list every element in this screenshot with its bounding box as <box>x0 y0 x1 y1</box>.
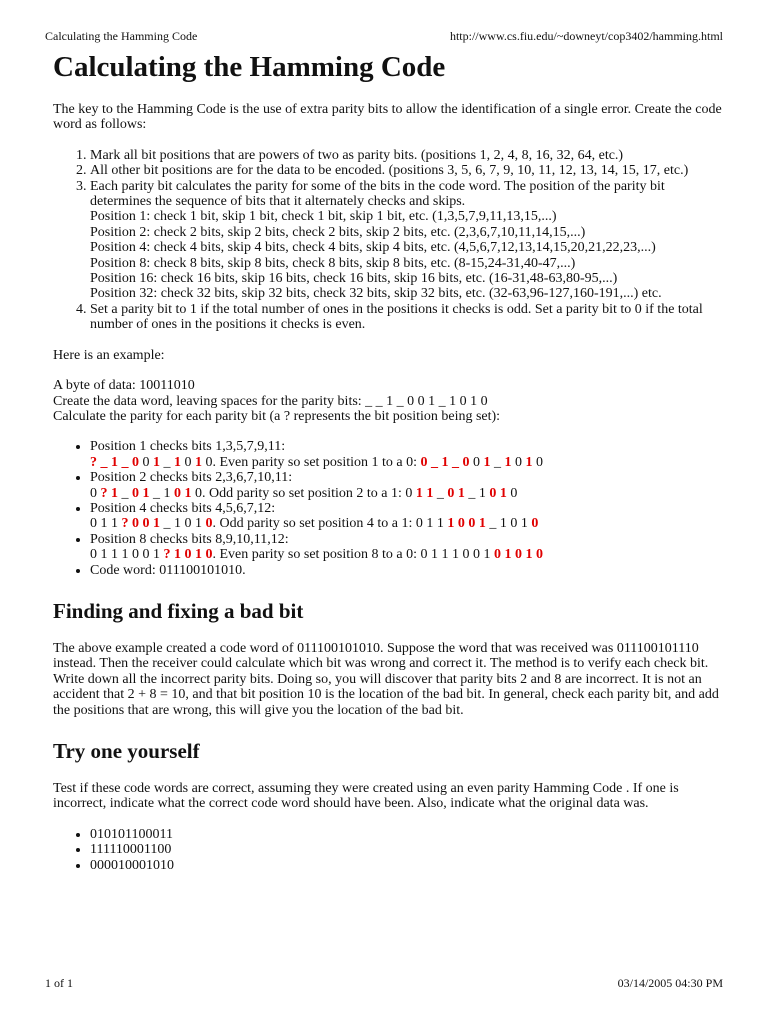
highlighted-bits: 1 <box>195 454 202 470</box>
exercise-list <box>53 827 723 873</box>
bit-text: 0. Odd parity so set position 2 to a 1: 0 <box>191 485 416 501</box>
bit-text: 0 <box>181 454 195 470</box>
step-2: 2. All other bit positions are for the data to be encoded. (positions 3, 5, 6, 7, 9, 10, 11, 12, 13, 14, 15, 17, etc.) <box>90 163 723 178</box>
parity-step-label: Position 4 checks bits 4,5,6,7,12: <box>90 500 276 516</box>
print-header <box>45 29 723 44</box>
bit-text: 0 <box>139 454 153 470</box>
highlighted-bits: 0 1 <box>132 485 150 501</box>
step-1: 1. Mark all bit positions that are powers of two as parity bits. (positions 1, 2, 4, 8, 16, 32, 64, etc.) <box>90 148 723 163</box>
example-intro: Here is an example: <box>53 347 165 363</box>
try-text: Test if these code words are correct, assuming they were created using an even parity Hamming Code . If one is incorrect, indicate what the correct code word should have been. Also, indicate what the original data was. <box>53 781 679 812</box>
intro-text: The key to the Hamming Code is the use of extra parity bits to allow the identification of a single error. Create the code word as follows: <box>53 102 722 133</box>
fix-text: The above example created a code word of 011100101010. Suppose the word that was received was 011100101110 instead. Then the receiver could calculate which bit was wrong and correct it. The method is to verify each check bit. Write down all the incorrect parity bits. Doing so, you will discover that parity bits 2 and 8 are incorrect. It is not an accident that 2 + 8 = 10, and that bit position 10 is the location of the bad bit. In general, check each parity bit, and add the positions that are wrong, this will give you the location of the bad bit. <box>53 640 719 718</box>
highlighted-bits: 0 1 0 1 0 <box>494 547 544 563</box>
highlighted-bits: 0 1 <box>447 485 465 501</box>
exercise-item: • 111110001100 <box>90 842 723 857</box>
position-rule: Position 16: check 16 bits, skip 16 bits, check 16 bits, skip 16 bits, etc. (16-31,48-63,80-95,...) <box>90 271 618 287</box>
page-title: Calculating the Hamming Code <box>53 51 446 83</box>
bit-text: 0 <box>506 485 518 501</box>
parity-step <box>90 532 723 563</box>
example-line: Create the data word, leaving spaces for the parity bits: _ _ 1 _ 0 0 1 _ 1 0 1 0 <box>53 393 488 409</box>
parity-step-label: Position 2 checks bits 2,3,6,7,10,11: <box>90 470 293 486</box>
code-word: • Code word: 011100101010. <box>90 563 723 578</box>
position-rule: Position 8: check 8 bits, skip 8 bits, check 8 bits, skip 8 bits, etc. (8-15,24-31,40-47,...) <box>90 255 576 271</box>
highlighted-bits: 0 1 <box>174 485 192 501</box>
bit-text: _ 1 <box>149 485 174 501</box>
steps-list <box>53 148 723 333</box>
highlighted-bits: 1 <box>504 454 512 470</box>
bit-sequence <box>90 547 543 562</box>
highlighted-bits: 1 1 <box>415 485 434 501</box>
print-timestamp: 03/14/2005 04:30 PM <box>617 976 723 990</box>
highlighted-bits: 0 <box>205 516 213 532</box>
parity-step-label: Position 8 checks bits 8,9,10,11,12: <box>90 531 289 547</box>
bit-text: 0 <box>90 485 101 501</box>
bit-text: _ <box>433 485 448 501</box>
bit-sequence <box>90 516 538 531</box>
print-footer <box>45 976 723 991</box>
section-heading-try: Try one yourself <box>53 739 200 763</box>
highlighted-bits: 0 <box>531 516 539 532</box>
position-rule: Position 4: check 4 bits, skip 4 bits, check 4 bits, skip 4 bits, etc. (4,5,6,7,12,13,14,15,20,21,22,23,...) <box>90 240 656 256</box>
parity-step <box>90 501 723 532</box>
example-line: A byte of data: 10011010 <box>53 378 195 394</box>
bit-text: _ <box>118 485 132 501</box>
bit-text: _ 1 <box>464 485 490 501</box>
header-url: http://www.cs.fiu.edu/~downeyt/cop3402/hamming.html <box>449 29 723 43</box>
example-line: Calculate the parity for each parity bit (a ? represents the bit position being set): <box>53 408 501 424</box>
highlighted-bits: 1 0 0 1 <box>447 516 486 532</box>
parity-step <box>90 470 723 501</box>
highlighted-bits: ? _ 1 _ 0 <box>90 454 139 470</box>
header-title: Calculating the Hamming Code <box>45 29 198 43</box>
bit-text: _ <box>160 454 174 470</box>
highlighted-bits: ? 0 0 1 <box>121 516 160 532</box>
highlighted-bits: 1 <box>483 454 491 470</box>
highlighted-bits: 0 1 <box>489 485 507 501</box>
parity-steps-list <box>53 439 723 578</box>
highlighted-bits: 1 <box>174 454 181 470</box>
bit-text: _ 1 0 1 <box>485 516 532 532</box>
step-4: 4. Set a parity bit to 1 if the total number of ones in the positions it checks is odd. Set a parity bit to 0 if the total number of ones in the positions it checks is even. <box>90 302 723 333</box>
step-3 <box>90 179 723 302</box>
highlighted-bits: 1 <box>525 454 533 470</box>
bit-text: . Even parity so set position 8 to a 0: 0 1 1 1 0 0 1 <box>212 547 495 563</box>
bit-text: 0 <box>469 454 484 470</box>
exercise-item: • 010101100011 <box>90 827 723 842</box>
highlighted-bits: 1 <box>153 454 160 470</box>
position-rule: Position 32: check 32 bits, skip 32 bits, check 32 bits, skip 32 bits, etc. (32-63,96-127,160-191,...) etc. <box>90 286 662 302</box>
page-content <box>53 50 723 888</box>
bit-sequence <box>90 455 543 470</box>
parity-step-label: Position 1 checks bits 1,3,5,7,9,11: <box>90 439 286 455</box>
bit-text: . Odd parity so set position 4 to a 1: 0 1 1 <box>212 516 448 532</box>
section-heading-fix: Finding and fixing a bad bit <box>53 598 304 623</box>
example-block <box>53 378 723 424</box>
highlighted-bits: ? 1 0 1 0 <box>163 547 213 563</box>
page-count: 1 of 1 <box>45 976 73 990</box>
position-rule: Position 2: check 2 bits, skip 2 bits, check 2 bits, skip 2 bits, etc. (2,3,6,7,10,11,14,15,...) <box>90 224 586 240</box>
exercise-item: • 000010001010 <box>90 858 723 873</box>
step-3-text: Each parity bit calculates the parity for some of the bits in the code word. The position of the parity bit determines the sequence of bits that it alternately checks and skips. <box>90 178 665 210</box>
bit-text: 0 1 1 <box>90 516 122 532</box>
bit-sequence <box>90 486 517 501</box>
bit-text: 0 <box>511 454 526 470</box>
highlighted-bits: 0 _ 1 _ 0 <box>420 454 470 470</box>
bit-text: 0 <box>532 454 544 470</box>
bit-text: _ 1 0 1 <box>160 516 206 532</box>
position-rule: Position 1: check 1 bit, skip 1 bit, check 1 bit, skip 1 bit, etc. (1,3,5,7,9,11,13,15,...) <box>90 209 557 225</box>
highlighted-bits: ? 1 <box>100 485 118 501</box>
parity-step <box>90 439 723 470</box>
bit-text: 0. Even parity so set position 1 to a 0: <box>202 454 421 470</box>
bit-text: 0 1 1 1 0 0 1 <box>90 547 164 563</box>
bit-text: _ <box>490 454 505 470</box>
